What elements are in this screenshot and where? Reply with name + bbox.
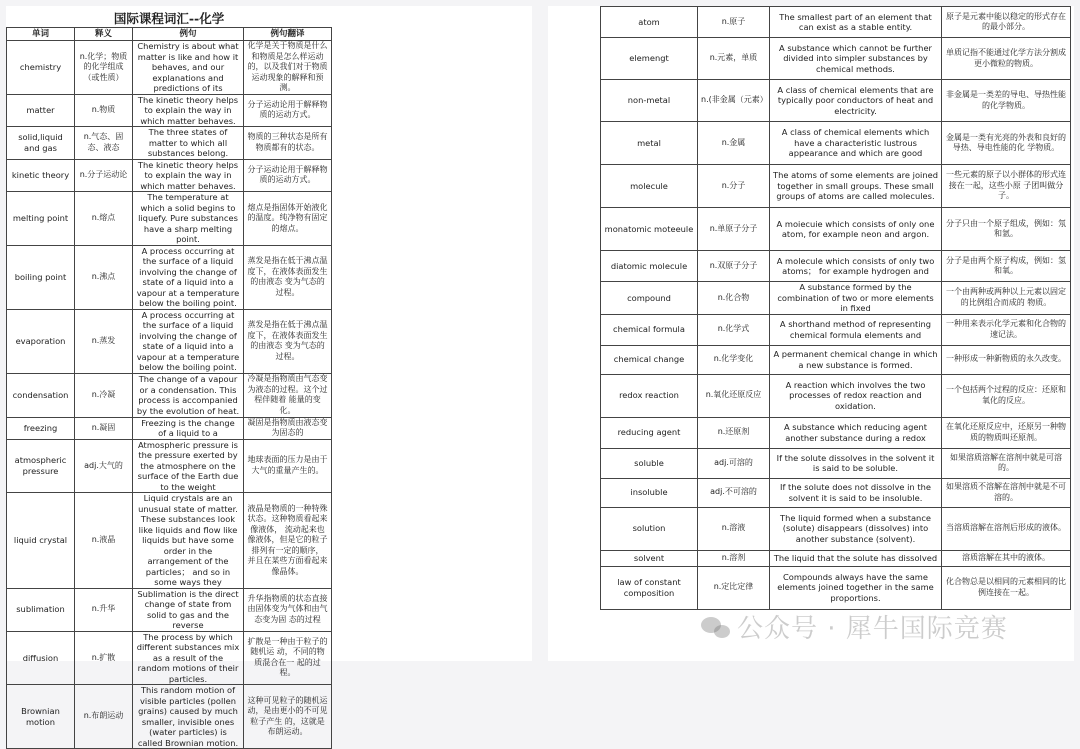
header-example: 例句: [133, 28, 244, 41]
cell-translation: 溶质溶解在其中的液体。: [942, 550, 1071, 566]
cell-translation: 如果溶质不溶解在溶剂中就是不可溶的。: [942, 478, 1071, 507]
cell-translation: 地球表面的压力是由于大气的重量产生的。: [244, 439, 332, 493]
cell-meaning: n.沸点: [75, 245, 133, 309]
cell-word: liquid crystal: [7, 493, 75, 589]
cell-translation: 如果溶质溶解在溶剂中就是可溶的。: [942, 448, 1071, 478]
document-page-left: [6, 6, 532, 748]
cell-translation: 化学是关于物质是什么和物质是怎么样运动的，以及我们对于物质运动现象的解释和预测。: [244, 41, 332, 95]
cell-word: molecule: [601, 165, 698, 208]
table-row: [601, 165, 1071, 208]
cell-meaning: n.熔点: [75, 192, 133, 246]
cell-translation: 扩散是一种由于粒子的随机运 动，不同的物质混合在一 起的过程。: [244, 631, 332, 685]
cell-translation: 分子只由一个原子组成，例如：氖和氩。: [942, 208, 1071, 251]
cell-example: Chemistry is about what matter is like and how it behaves, and our explanations and predictions of its: [133, 41, 244, 95]
cell-translation: 一个包括两个过程的反应：还原和氧化的反应。: [942, 374, 1071, 417]
cell-meaning: adj.不可溶的: [698, 478, 770, 507]
watermark: [701, 608, 1008, 645]
cell-translation: 升华指物质的状态直接由固体变为气体和由气态变为固 态的过程: [244, 588, 332, 631]
cell-example: A molecule which consists of only two atoms； for example hydrogen and: [770, 251, 942, 282]
cell-translation: 一种用来表示化学元素和化合物的速记法。: [942, 314, 1071, 345]
cell-translation: 化合物总是以相同的元素相同的比例连接在一起。: [942, 566, 1071, 609]
cell-word: freezing: [7, 417, 75, 439]
table-row: [601, 80, 1071, 122]
cell-translation: 原子是元素中能以稳定的形式存在的最小部分。: [942, 7, 1071, 38]
cell-meaning: n.化合物: [698, 282, 770, 315]
table-row: [7, 245, 332, 309]
cell-word: boiling point: [7, 245, 75, 309]
table-row: [7, 159, 332, 192]
cell-meaning: n.液晶: [75, 493, 133, 589]
table-row: [601, 417, 1071, 448]
cell-translation: 液晶是物质的一种特殊状态。这种物质看起来像液体， 流动起来也像液体，但是它的粒子排列有一定的顺序， 并且在某些方面看起来像晶体。: [244, 493, 332, 589]
table-row: [7, 631, 332, 685]
header-translation: 例句翻译: [244, 28, 332, 41]
cell-word: non-metal: [601, 80, 698, 122]
cell-example: A process occurring at the surface of a liquid involving the change of state of a liquid into a vapour at a temperature below the boiling point.: [133, 245, 244, 309]
table-row: [601, 282, 1071, 315]
table-row: [601, 345, 1071, 374]
cell-example: The atoms of some elements are joined together in small groups. These small groups of atoms are called molecules.: [770, 165, 942, 208]
cell-meaning: n.凝固: [75, 417, 133, 439]
cell-example: The temperature at which a solid begins to liquefy. Pure substances have a sharp melting point.: [133, 192, 244, 246]
cell-example: A substance formed by the combination of two or more elements in fixed: [770, 282, 942, 315]
table-row: [7, 685, 332, 749]
cell-meaning: adj.大气的: [75, 439, 133, 493]
cell-translation: 一些元素的原子以小群体的形式连接在一起，这些小原 子团叫做分子。: [942, 165, 1071, 208]
cell-word: solution: [601, 507, 698, 550]
vocabulary-table-right: [600, 6, 1071, 610]
cell-meaning: n.溶剂: [698, 550, 770, 566]
cell-translation: 金属是一类有光亮的外表和良好的导热、导电性能的化 学物质。: [942, 122, 1071, 165]
cell-word: solid,liquid and gas: [7, 127, 75, 160]
cell-example: Freezing is the change of a liquid to a: [133, 417, 244, 439]
cell-meaning: n.双原子分子: [698, 251, 770, 282]
cell-meaning: n.冷凝: [75, 373, 133, 417]
table-body-right: [601, 7, 1071, 610]
table-row: [601, 314, 1071, 345]
table-row: [601, 374, 1071, 417]
cell-example: A class of chemical elements which have a characteristic lustrous appearance and which are good: [770, 122, 942, 165]
cell-word: diffusion: [7, 631, 75, 685]
cell-translation: 一种形成一种新物质的永久改变。: [942, 345, 1071, 374]
cell-meaning: n.分子运动论: [75, 159, 133, 192]
table-row: [601, 550, 1071, 566]
cell-example: Liquid crystals are an unusual state of matter. These substances look like liquids and flow like liquids but have some order in the arrangement of the particles； and so in some ways they: [133, 493, 244, 589]
cell-meaning: n.元素，单质: [698, 38, 770, 80]
table-row: [7, 94, 332, 127]
table-row: [7, 493, 332, 589]
cell-word: evaporation: [7, 309, 75, 373]
cell-meaning: n.化学式: [698, 314, 770, 345]
document-title: 国际课程词汇--化学: [113, 11, 225, 26]
cell-meaning: n.(非金属（元素）: [698, 80, 770, 122]
cell-example: Sublimation is the direct change of state from solid to gas and the reverse: [133, 588, 244, 631]
cell-meaning: n.还原剂: [698, 417, 770, 448]
cell-word: chemistry: [7, 41, 75, 95]
cell-word: law of constant composition: [601, 566, 698, 609]
cell-translation: 分子是由两个原子构成，例如：氢和氧。: [942, 251, 1071, 282]
header-meaning: 释义: [75, 28, 133, 41]
cell-translation: 在氧化还原反应中，还原另一种物质的物质叫还原剂。: [942, 417, 1071, 448]
cell-example: A process occurring at the surface of a liquid involving the change of state of a liquid into a vapour at a temperature below the boiling point.: [133, 309, 244, 373]
watermark-text: 公众号 · 犀牛国际竞赛: [737, 614, 1008, 644]
table-row: [601, 122, 1071, 165]
cell-meaning: n.升华: [75, 588, 133, 631]
cell-example: The kinetic theory helps to explain the way in which matter behaves.: [133, 159, 244, 192]
table-row: [601, 7, 1071, 38]
table-body-left: [7, 41, 332, 749]
cell-example: A class of chemical elements that are typically poor conductors of heat and electricity.: [770, 80, 942, 122]
cell-word: redox reaction: [601, 374, 698, 417]
document-page-right: [548, 6, 1074, 661]
cell-translation: 熔点是指固体开始液化的温度。纯净物有固定的熔点。: [244, 192, 332, 246]
cell-word: metal: [601, 122, 698, 165]
cell-meaning: n.扩散: [75, 631, 133, 685]
cell-translation: 当溶质溶解在溶剂后形成的液体。: [942, 507, 1071, 550]
cell-example: A substance which reducing agent another substance during a redox: [770, 417, 942, 448]
cell-example: The smallest part of an element that can exist as a stable entity.: [770, 7, 942, 38]
cell-meaning: n.定比定律: [698, 566, 770, 609]
table-row: [7, 417, 332, 439]
cell-example: A permanent chemical change in which a new substance is formed.: [770, 345, 942, 374]
cell-translation: 这种可见粒子的随机运动，是由更小的不可见粒子产生 的，这就是布朗运动。: [244, 685, 332, 749]
cell-word: insoluble: [601, 478, 698, 507]
cell-word: matter: [7, 94, 75, 127]
cell-meaning: n.分子: [698, 165, 770, 208]
table-row: [7, 127, 332, 160]
cell-example: The liquid that the solute has dissolved: [770, 550, 942, 566]
cell-example: Atmospheric pressure is the pressure exerted by the atmosphere on the surface of the Earth due to the weight: [133, 439, 244, 493]
vocabulary-table-left: [6, 10, 332, 749]
cell-meaning: n.蒸发: [75, 309, 133, 373]
cell-example: A reaction which involves the two processes of redox reaction and oxidation.: [770, 374, 942, 417]
cell-meaning: n.布朗运动: [75, 685, 133, 749]
cell-meaning: n.化学；物质的化学组成（或性质）: [75, 41, 133, 95]
table-row: [601, 251, 1071, 282]
cell-word: atmospheric pressure: [7, 439, 75, 493]
table-row: [7, 192, 332, 246]
cell-example: The change of a vapour or a condensation. This process is accompanied by the evolution of heat.: [133, 373, 244, 417]
cell-meaning: n.金属: [698, 122, 770, 165]
table-row: [601, 448, 1071, 478]
table-row: [7, 41, 332, 95]
cell-word: compound: [601, 282, 698, 315]
cell-meaning: n.单原子分子: [698, 208, 770, 251]
cell-word: reducing agent: [601, 417, 698, 448]
cell-word: melting point: [7, 192, 75, 246]
cell-meaning: n.气态、固态、液态: [75, 127, 133, 160]
cell-meaning: n.物质: [75, 94, 133, 127]
cell-translation: 一个由两种或两种以上元素以固定的比例组合而成的 物质。: [942, 282, 1071, 315]
cell-translation: 凝固是指物质由液态变为固态的: [244, 417, 332, 439]
cell-meaning: adj.可溶的: [698, 448, 770, 478]
cell-example: The three states of matter to which all substances belong.: [133, 127, 244, 160]
table-row: [7, 373, 332, 417]
cell-example: A moiecuie which consists of only one atom, for example neon and argon.: [770, 208, 942, 251]
table-row: [7, 439, 332, 493]
cell-example: This random motion of visible particles (pollen grains) caused by much smaller, invisible ones (water particles) is called Brownian motion.: [133, 685, 244, 749]
cell-meaning: n.氧化还原反应: [698, 374, 770, 417]
cell-word: condensation: [7, 373, 75, 417]
cell-word: Brownian motion: [7, 685, 75, 749]
cell-translation: 蒸发是指在低于沸点温度下，在液体表面发生的由液态 变为气态的过程。: [244, 309, 332, 373]
table-row: [601, 478, 1071, 507]
cell-meaning: n.化学变化: [698, 345, 770, 374]
cell-translation: 物质的三种状态是所有物质都有的状态。: [244, 127, 332, 160]
cell-example: If the solute dissolves in the solvent it is said to be soluble.: [770, 448, 942, 478]
cell-translation: 冷凝是指物质由气态变为液态的过程。这个过程伴随着 能量的变化。: [244, 373, 332, 417]
cell-meaning: n.原子: [698, 7, 770, 38]
cell-example: The kinetic theory helps to explain the way in which matter behaves.: [133, 94, 244, 127]
cell-example: A shorthand method of representing chemical formula elements and: [770, 314, 942, 345]
cell-example: Compounds always have the same elements joined together in the same proportions.: [770, 566, 942, 609]
cell-word: soluble: [601, 448, 698, 478]
cell-meaning: n.溶液: [698, 507, 770, 550]
table-row: [7, 309, 332, 373]
cell-example: A substance which cannot be further divided into simpler substances by chemical methods.: [770, 38, 942, 80]
table-row: [601, 38, 1071, 80]
header-word: 单词: [7, 28, 75, 41]
table-row: [601, 507, 1071, 550]
table-row: [601, 208, 1071, 251]
cell-word: sublimation: [7, 588, 75, 631]
cell-translation: 单质记指不能通过化学方法分割成更小微粒的物质。: [942, 38, 1071, 80]
cell-translation: 非金属是一类差的导电、导热性能的化学物质。: [942, 80, 1071, 122]
cell-word: kinetic theory: [7, 159, 75, 192]
table-row: [7, 588, 332, 631]
table-row: [601, 566, 1071, 609]
cell-translation: 蒸发是指在低于沸点温度下，在液体表面发生的由液态 变为气态的过程。: [244, 245, 332, 309]
cell-translation: 分子运动论用于解释物质的运动方式。: [244, 159, 332, 192]
cell-example: The liquid formed when a substance (solute) disappears (dissolves) into another substance (solvent).: [770, 507, 942, 550]
cell-word: monatomic moteeule: [601, 208, 698, 251]
cell-example: If the solute does not dissolve in the solvent it is said to be insoluble.: [770, 478, 942, 507]
cell-word: chemical formula: [601, 314, 698, 345]
wechat-icon: [701, 615, 731, 639]
cell-example: The process by which different substances mix as a result of the random motions of their particles.: [133, 631, 244, 685]
cell-translation: 分子运动论用于解释物质的运动方式。: [244, 94, 332, 127]
cell-word: diatomic molecule: [601, 251, 698, 282]
cell-word: chemical change: [601, 345, 698, 374]
cell-word: atom: [601, 7, 698, 38]
cell-word: solvent: [601, 550, 698, 566]
cell-word: elemengt: [601, 38, 698, 80]
